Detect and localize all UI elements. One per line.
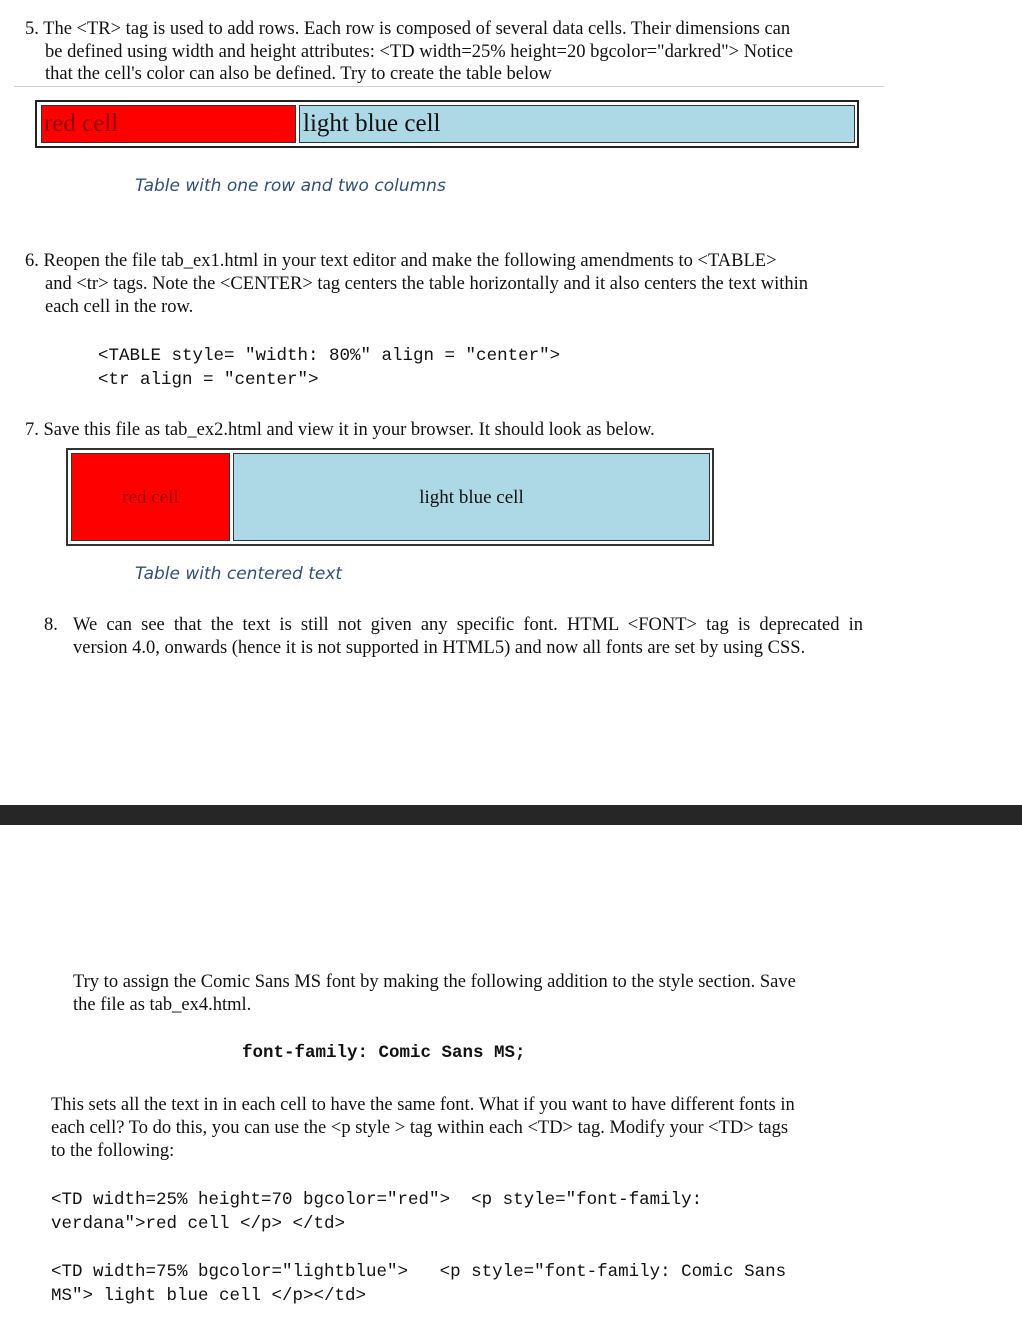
code-tr-align: <tr align = "center"> xyxy=(98,370,319,390)
section-6-line-1: 6. Reopen the file tab_ex1.html in your text editor and make the following amendments to <TABLE> xyxy=(25,251,777,271)
section-8-line-2: version 4.0, onwards (hence it is not supported in HTML5) and now all fonts are set by using CSS. xyxy=(73,638,806,658)
page2-para1-line-1: Try to assign the Comic Sans MS font by making the following addition to the style section. Save xyxy=(73,972,796,992)
section-5-line-2: be defined using width and height attributes: <TD width=25% height=20 bgcolor="darkred"> Notice xyxy=(45,42,794,62)
red-cell: red cell xyxy=(41,105,296,143)
section-6-line-2: and <tr> tags. Note the <CENTER> tag centers the table horizontally and it also centers the text within xyxy=(45,274,809,294)
code-td-red-line-1: <TD width=25% height=70 bgcolor="red"> <p style="font-family: xyxy=(51,1190,703,1210)
section-5-line-1: 5. The <TR> tag is used to add rows. Each row is composed of several data cells. Their dimensions can xyxy=(25,19,791,39)
code-font-family: font-family: Comic Sans MS; xyxy=(242,1043,526,1063)
page-break-band xyxy=(0,805,1022,825)
divider xyxy=(14,86,884,87)
page2-para2-line-3: to the following: xyxy=(51,1141,175,1161)
section-7-line-1: 7. Save this file as tab_ex2.html and view it in your browser. It should look as below. xyxy=(25,420,655,440)
code-table-style: <TABLE style= "width: 80%" align = "center"> xyxy=(98,346,561,366)
page2-para2-line-1: This sets all the text in in each cell to have the same font. What if you want to have different fonts in xyxy=(51,1095,795,1115)
code-td-red-line-2: verdana">red cell </p> </td> xyxy=(51,1214,346,1234)
code-td-blue-line-2: MS"> light blue cell </p></td> xyxy=(51,1286,367,1306)
section-6-line-3: each cell in the row. xyxy=(45,297,194,317)
section-5-line-3: that the cell's color can also be defined. Try to create the table below xyxy=(45,64,552,84)
section-8-number: 8. xyxy=(44,615,58,635)
caption-table-centered: Table with centered text xyxy=(135,564,343,584)
light-blue-cell-centered: light blue cell xyxy=(233,453,710,541)
light-blue-cell: light blue cell xyxy=(299,105,855,143)
section-8-line-1: We can see that the text is still not given any specific font. HTML <FONT> tag is deprecated in xyxy=(73,615,863,635)
code-td-blue-line-1: <TD width=75% bgcolor="lightblue"> <p style="font-family: Comic Sans xyxy=(51,1262,787,1282)
example-table-one-row xyxy=(35,100,859,148)
example-table-centered xyxy=(66,448,714,546)
red-cell-centered: red cell xyxy=(71,453,230,541)
caption-table-one-row: Table with one row and two columns xyxy=(135,176,446,196)
page2-para2-line-2: each cell? To do this, you can use the <p style > tag within each <TD> tag. Modify your <TD> tags xyxy=(51,1118,789,1138)
page2-para1-line-2: the file as tab_ex4.html. xyxy=(73,995,252,1015)
